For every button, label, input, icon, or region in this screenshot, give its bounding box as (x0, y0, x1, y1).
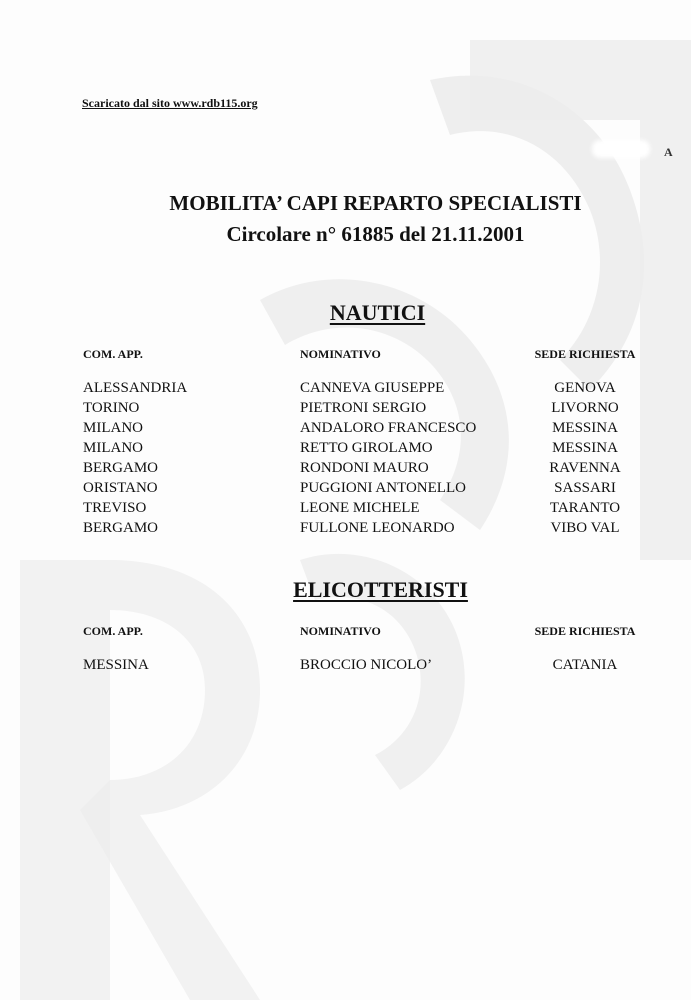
nautici-sede: SASSARI (554, 480, 616, 496)
corner-mark: A (664, 145, 673, 159)
nautici-nominativo: RETTO GIROLAMO (300, 440, 433, 456)
nautici-nominativo: CANNEVA GIUSEPPE (300, 380, 445, 396)
nautici-nominativo: RONDONI MAURO (300, 460, 429, 476)
nautici-com-app: MILANO (83, 440, 143, 456)
nautici-sede: MESSINA (552, 440, 618, 456)
nautici-com-app: BERGAMO (83, 460, 159, 476)
elicotteristi-com-app: MESSINA (83, 657, 149, 673)
document-subtitle: Circolare n° 61885 del 21.11.2001 (226, 222, 525, 246)
nautici-sede: GENOVA (554, 380, 616, 396)
source-note: Scaricato dal sito www.rdb115.org (82, 96, 258, 110)
column-header-nominativo: NOMINATIVO (300, 624, 381, 638)
column-header-nominativo: NOMINATIVO (300, 347, 381, 361)
stamp-smudge (592, 140, 650, 158)
column-header-sede: SEDE RICHIESTA (534, 624, 636, 638)
nautici-nominativo: PIETRONI SERGIO (300, 400, 427, 416)
document-title: MOBILITA’ CAPI REPARTO SPECIALISTI (169, 191, 582, 215)
nautici-com-app: ALESSANDRIA (83, 380, 188, 396)
nautici-nominativo: PUGGIONI ANTONELLO (300, 480, 466, 496)
nautici-com-app: TORINO (83, 400, 140, 416)
nautici-sede: VIBO VAL (550, 520, 620, 536)
column-header-sede: SEDE RICHIESTA (534, 347, 636, 361)
column-header-com-app: COM. APP. (83, 347, 143, 361)
nautici-sede: RAVENNA (549, 460, 621, 476)
column-header-com-app: COM. APP. (83, 624, 143, 638)
elicotteristi-sede: CATANIA (552, 657, 618, 673)
nautici-com-app: TREVISO (83, 500, 147, 516)
nautici-nominativo: ANDALORO FRANCESCO (300, 420, 477, 436)
section-title-nautici: NAUTICI (329, 300, 426, 325)
nautici-com-app: MILANO (83, 420, 143, 436)
nautici-com-app: ORISTANO (83, 480, 158, 496)
nautici-nominativo: LEONE MICHELE (300, 500, 420, 516)
elicotteristi-nominativo: BROCCIO NICOLO’ (300, 657, 433, 673)
nautici-sede: TARANTO (549, 500, 621, 516)
nautici-nominativo: FULLONE LEONARDO (300, 520, 455, 536)
nautici-sede: MESSINA (552, 420, 618, 436)
nautici-sede: LIVORNO (551, 400, 619, 416)
nautici-com-app: BERGAMO (83, 520, 159, 536)
section-title-elicotteristi: ELICOTTERISTI (293, 577, 468, 602)
